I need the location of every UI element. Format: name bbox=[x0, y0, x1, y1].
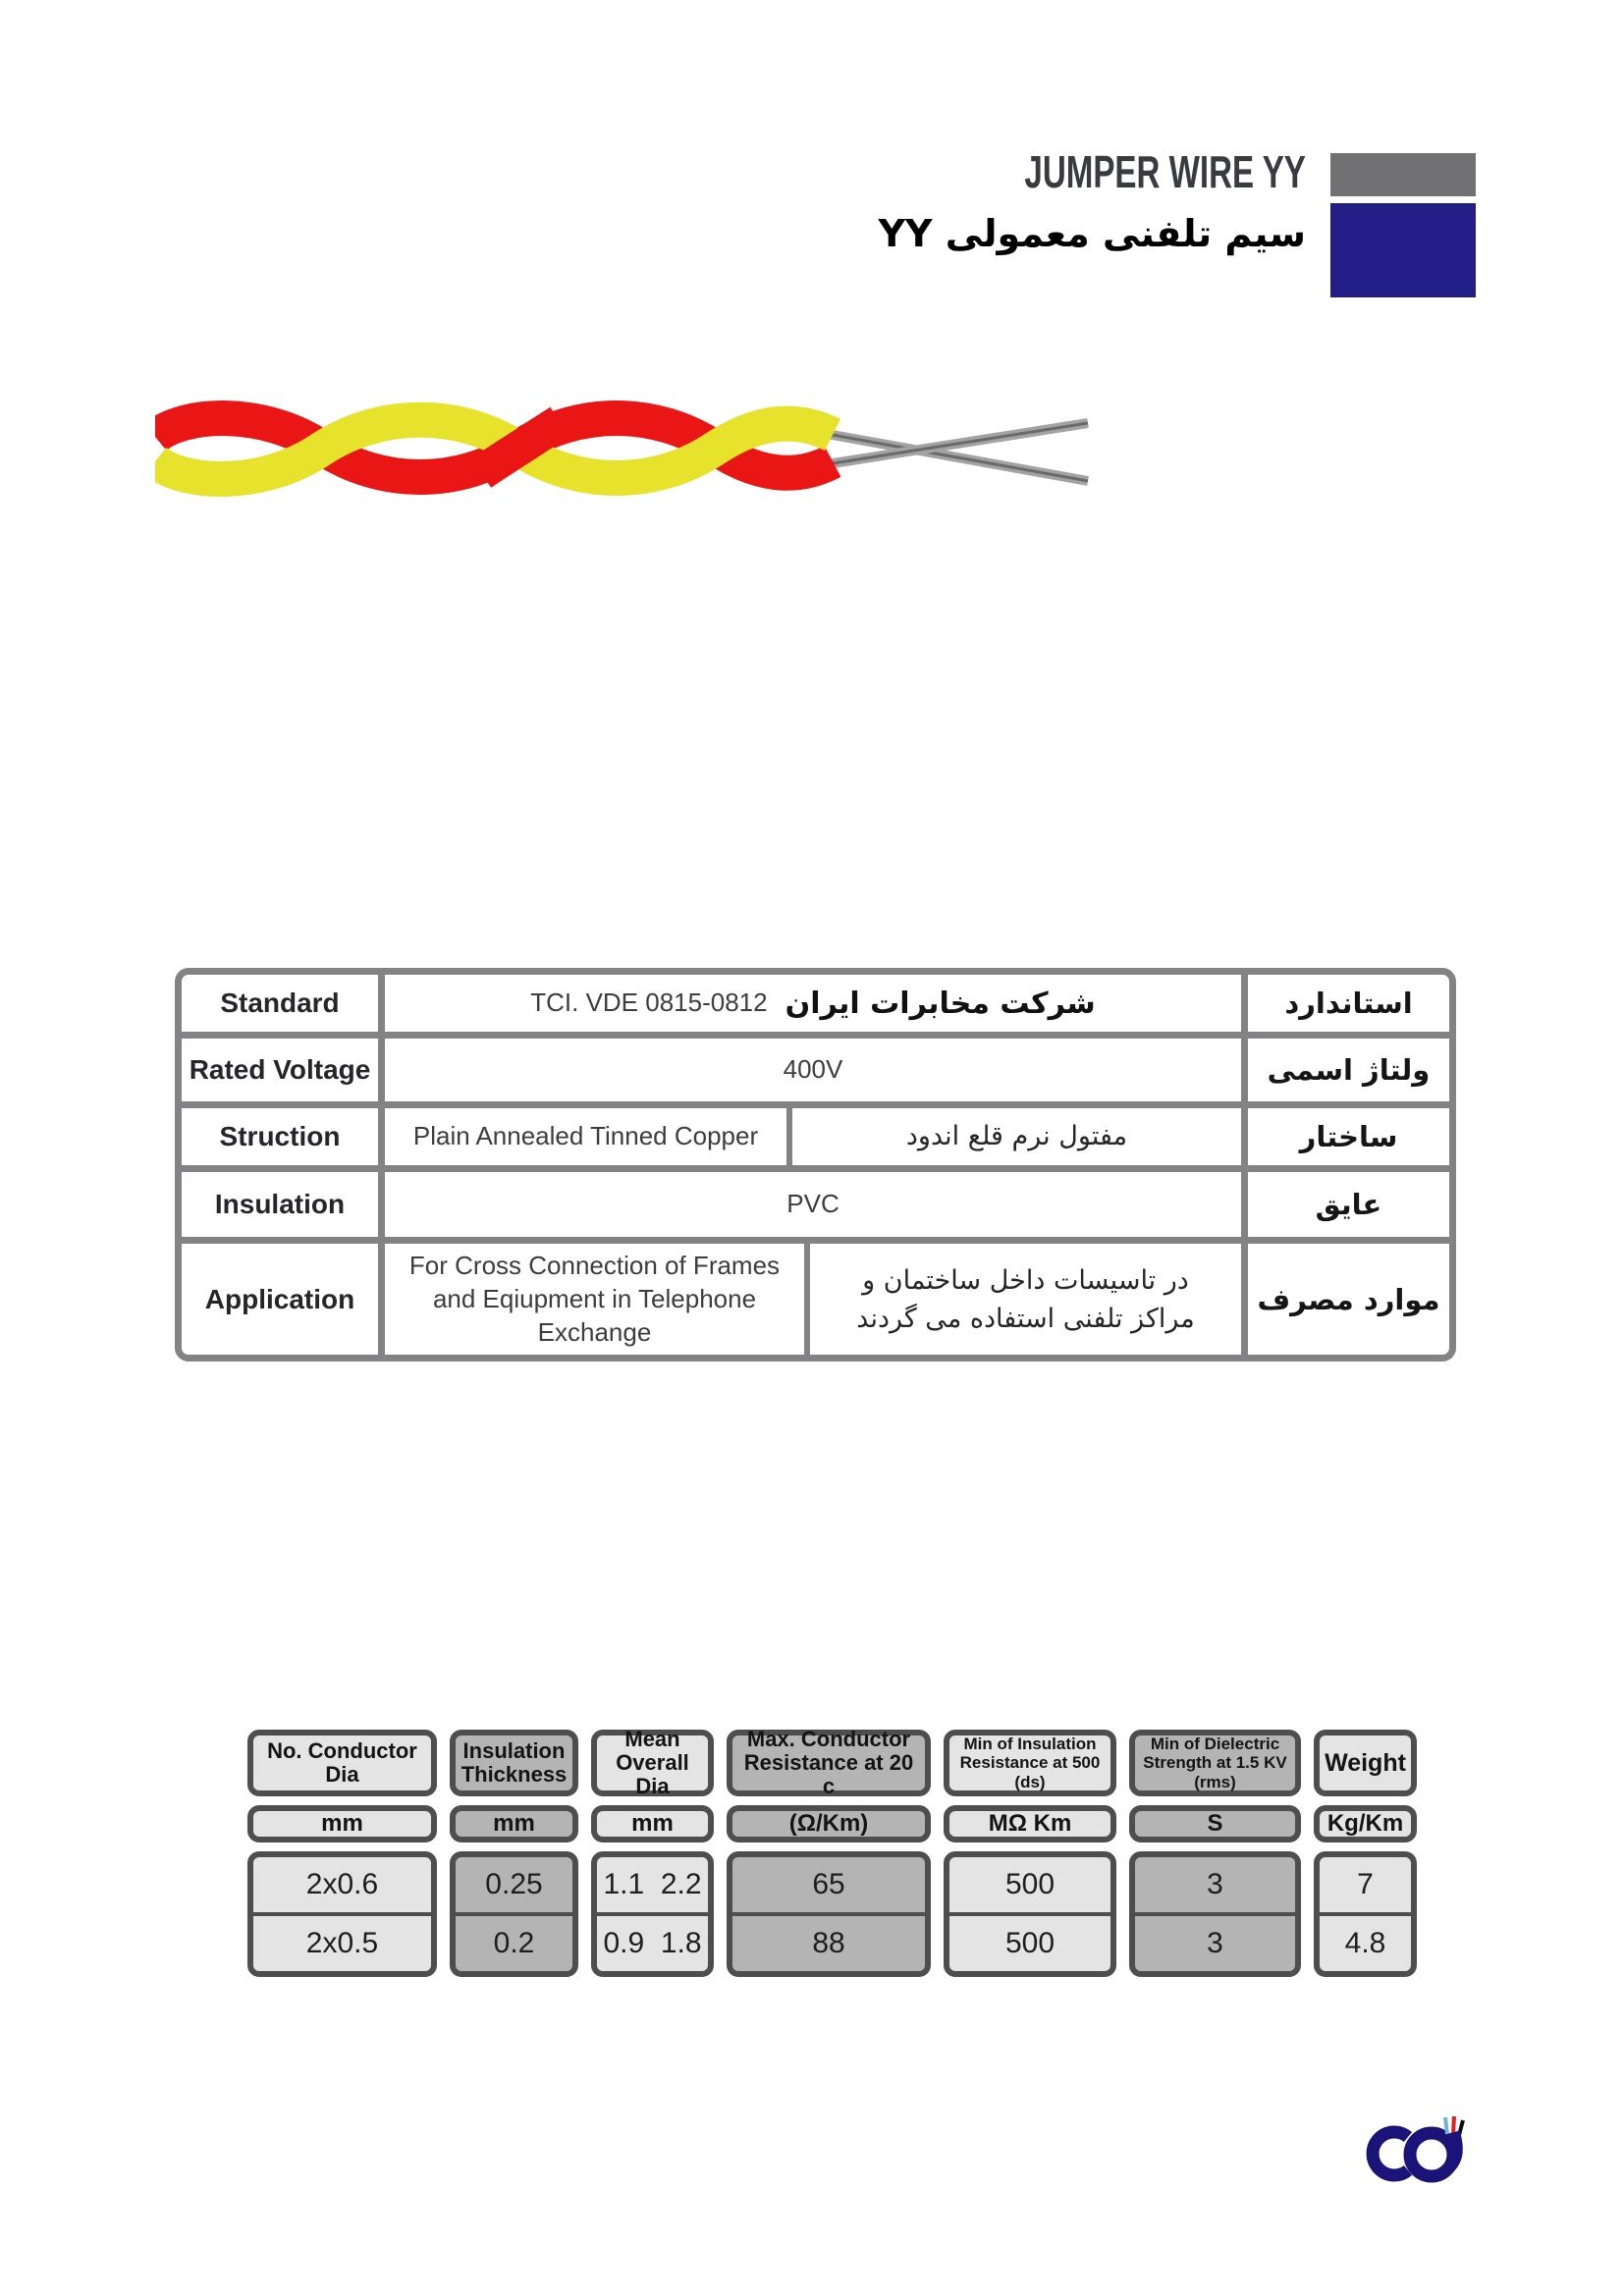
spec-label-fa: عایق bbox=[1241, 1172, 1449, 1237]
cell-value: 7 bbox=[1357, 1868, 1374, 1900]
column-header: Insulation Thickness bbox=[450, 1730, 578, 1796]
cell-value: 500 bbox=[1004, 1868, 1056, 1900]
column-no-conductor-dia bbox=[247, 1730, 437, 1977]
column-unit: mm bbox=[450, 1805, 578, 1842]
cell-value: 0.2 bbox=[456, 1912, 572, 1971]
cell-value: 3 bbox=[1207, 1868, 1223, 1900]
spec-value-en: For Cross Connection of Frames and Eqiupment in Telephone Exchange bbox=[385, 1244, 810, 1355]
spec-label-en: Standard bbox=[182, 975, 385, 1032]
cell-value: 4.8 bbox=[1320, 1912, 1411, 1971]
column-insulation-thickness bbox=[450, 1730, 578, 1977]
column-unit: Kg/Km bbox=[1314, 1805, 1417, 1842]
column-values bbox=[1129, 1851, 1301, 1977]
spec-label-en: Insulation bbox=[182, 1172, 385, 1237]
cell-value: 0.25 bbox=[485, 1868, 543, 1900]
spec-value bbox=[385, 975, 1241, 1032]
cable-loop-logo-icon bbox=[1349, 2114, 1469, 2191]
column-header: No. Conductor Dia bbox=[247, 1730, 437, 1796]
column-values bbox=[247, 1851, 437, 1977]
spec-row-standard bbox=[182, 975, 1449, 1032]
spec-label-fa: استاندارد bbox=[1241, 975, 1449, 1032]
column-unit: mm bbox=[591, 1805, 714, 1842]
column-max-conductor-resistance bbox=[727, 1727, 931, 1977]
spec-value: PVC bbox=[786, 1189, 839, 1219]
spec-row-insulation bbox=[182, 1165, 1449, 1237]
cell-value: 3 bbox=[1135, 1912, 1295, 1971]
column-unit: mm bbox=[247, 1805, 437, 1842]
spec-value-latin: TCI. VDE 0815-0812 bbox=[530, 988, 768, 1018]
column-header: Weight bbox=[1314, 1730, 1417, 1796]
spec-value-fa: مفتول نرم قلع اندود bbox=[905, 1121, 1128, 1152]
column-header: Min of Dielectric Strength at 1.5 KV (rms) bbox=[1129, 1730, 1301, 1796]
spec-table bbox=[175, 968, 1456, 1362]
spec-label-en: Application bbox=[182, 1244, 385, 1355]
header-navy-swatch bbox=[1330, 203, 1476, 297]
column-unit: (Ω/Km) bbox=[727, 1805, 931, 1842]
column-header: Mean Overall Dia bbox=[591, 1730, 714, 1796]
column-weight bbox=[1314, 1730, 1417, 1977]
spec-label-fa: ولتاژ اسمی bbox=[1241, 1039, 1449, 1101]
spec-label-en: Struction bbox=[182, 1108, 385, 1165]
header-gray-swatch bbox=[1330, 153, 1476, 196]
spec-value: 400V bbox=[783, 1054, 843, 1085]
column-values bbox=[591, 1851, 714, 1977]
spec-label-fa: ساختار bbox=[1241, 1108, 1449, 1165]
cell-value: 1.1 2.2 bbox=[603, 1868, 702, 1900]
column-header: Min of Insulation Resistance at 500 (ds) bbox=[944, 1730, 1116, 1796]
product-title-fa: سیم تلفنی معمولی YY bbox=[878, 212, 1306, 255]
spec-value-fa: شرکت مخابرات ایران bbox=[785, 986, 1096, 1021]
cell-value: 500 bbox=[949, 1912, 1110, 1971]
column-min-insulation-resistance bbox=[944, 1730, 1116, 1977]
spec-label-fa: موارد مصرف bbox=[1241, 1244, 1449, 1355]
spec-row-application bbox=[182, 1237, 1449, 1355]
column-values bbox=[727, 1851, 931, 1977]
spec-row-struction bbox=[182, 1101, 1449, 1165]
cell-value: 88 bbox=[732, 1912, 925, 1971]
column-min-dielectric-strength bbox=[1129, 1730, 1301, 1977]
cell-value: 65 bbox=[812, 1868, 845, 1900]
spec-label-en: Rated Voltage bbox=[182, 1039, 385, 1101]
column-unit: MΩ Km bbox=[944, 1805, 1116, 1842]
column-values bbox=[450, 1851, 578, 1977]
column-unit: S bbox=[1129, 1805, 1301, 1842]
spec-row-rated-voltage bbox=[182, 1032, 1449, 1101]
column-mean-overall-dia bbox=[591, 1727, 714, 1977]
dimension-table bbox=[247, 1727, 1422, 1977]
cell-value: 0.9 1.8 bbox=[597, 1912, 708, 1971]
cell-value: 2x0.5 bbox=[253, 1912, 431, 1971]
spec-value-fa: در تاسیسات داخل ساختمان و مراکز تلفنی استفاده می گردند bbox=[856, 1264, 1195, 1334]
spec-value-en: Plain Annealed Tinned Copper bbox=[385, 1108, 792, 1165]
twisted-pair-wire-photo bbox=[155, 393, 1122, 508]
column-header: Max. Conductor Resistance at 20 c bbox=[727, 1730, 931, 1796]
product-title-en: JUMPER WIRE YY bbox=[1024, 146, 1306, 197]
column-values bbox=[944, 1851, 1116, 1977]
column-values bbox=[1314, 1851, 1417, 1977]
cell-value: 2x0.6 bbox=[305, 1868, 379, 1900]
